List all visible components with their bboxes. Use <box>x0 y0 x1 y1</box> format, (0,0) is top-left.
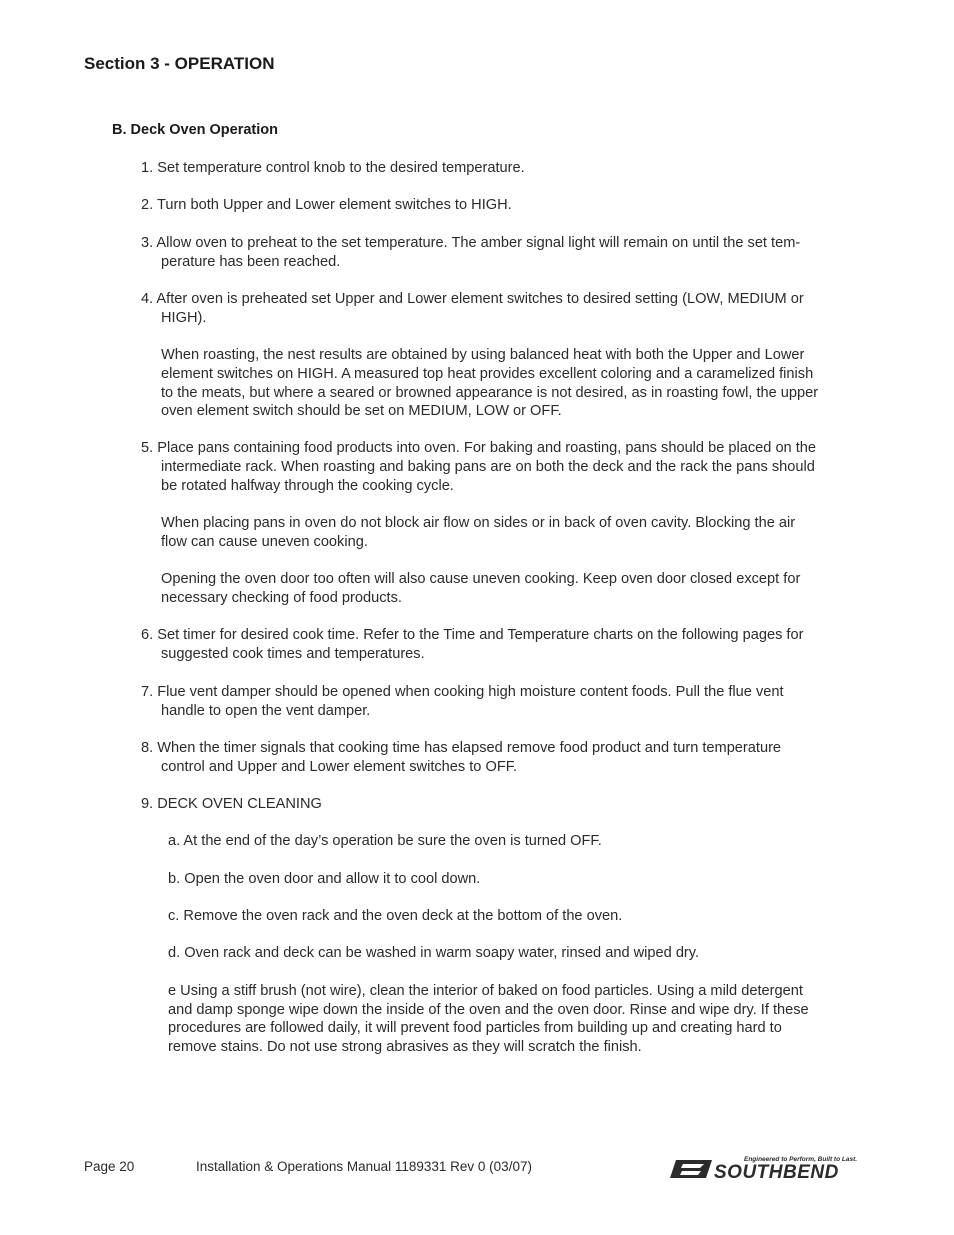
step-5-note-line-1: When placing pans in oven do not block air flow on sides or in back of oven cavity. Blocking the air <box>161 515 796 531</box>
step-4-line-2: HIGH). <box>161 310 207 326</box>
southbend-logo <box>670 1156 870 1182</box>
page-number: Page 20 <box>84 1159 135 1174</box>
step-8-line-2: control and Upper and Lower element switches to OFF. <box>161 759 518 775</box>
step-4-note-line-4: oven element switch should be set on MEDIUM, LOW or OFF. <box>161 403 562 419</box>
cleaning-step-e-line-3: procedures are followed daily, it will prevent food particles from building up and creating hard to <box>168 1020 782 1036</box>
cleaning-step-e-line-1: e Using a stiff brush (not wire), clean the interior of baked on food particles. Using a mild detergent <box>168 983 803 999</box>
step-5-note2-line-2: necessary checking of food products. <box>161 590 402 606</box>
subsection-title: B. Deck Oven Operation <box>112 122 278 138</box>
step-1: 1. Set temperature control knob to the desired temperature. <box>141 160 525 176</box>
step-4-note-line-2: element switches on HIGH. A measured top heat provides excellent coloring and a caramelized finish <box>161 366 814 382</box>
step-5-line-3: be rotated halfway through the cooking cycle. <box>161 478 454 494</box>
cleaning-step-c: c. Remove the oven rack and the oven deck at the bottom of the oven. <box>168 908 623 924</box>
step-3-line-1: 3. Allow oven to preheat to the set temperature. The amber signal light will remain on until the set tem- <box>141 235 801 251</box>
step-6-line-2: suggested cook times and temperatures. <box>161 646 425 662</box>
cleaning-step-a: a. At the end of the day’s operation be sure the oven is turned OFF. <box>168 833 602 849</box>
step-7-line-2: handle to open the vent damper. <box>161 703 371 719</box>
cleaning-step-e-line-4: remove stains. Do not use strong abrasives as they will scratch the finish. <box>168 1039 642 1055</box>
cleaning-step-b: b. Open the oven door and allow it to cool down. <box>168 871 481 887</box>
step-2: 2. Turn both Upper and Lower element switches to HIGH. <box>141 197 512 213</box>
step-4-line-1: 4. After oven is preheated set Upper and Lower element switches to desired setting (LOW, MEDIUM or <box>141 291 804 307</box>
manual-reference: Installation & Operations Manual 1189331 Rev 0 (03/07) <box>196 1159 532 1174</box>
step-5-note-line-2: flow can cause uneven cooking. <box>161 534 368 550</box>
cleaning-step-d: d. Oven rack and deck can be washed in warm soapy water, rinsed and wiped dry. <box>168 945 700 961</box>
cleaning-step-e-line-2: and damp sponge wipe down the inside of the oven and the oven door. Rinse and wipe dry. If these <box>168 1002 809 1018</box>
step-5-note2-line-1: Opening the oven door too often will also cause uneven cooking. Keep oven door closed except for <box>161 571 801 587</box>
logo-tagline: Engineered to Perform, Built to Last. <box>744 1156 858 1163</box>
section-title: Section 3 - OPERATION <box>84 54 275 73</box>
logo-brand: SOUTHBEND <box>714 1162 839 1183</box>
step-4-note-line-3: to the meats, but where a seared or browned appearance is not desired, as in roasting fowl, the upper <box>161 385 819 401</box>
step-5-line-1: 5. Place pans containing food products into oven. For baking and roasting, pans should be placed on the <box>141 440 817 456</box>
step-8-line-1: 8. When the timer signals that cooking time has elapsed remove food product and turn temperature <box>141 740 782 756</box>
step-9-title: 9. DECK OVEN CLEANING <box>141 796 322 812</box>
step-6-line-1: 6. Set timer for desired cook time. Refer to the Time and Temperature charts on the following pages for <box>141 627 804 643</box>
step-3-line-2: perature has been reached. <box>161 254 341 270</box>
step-4-note-line-1: When roasting, the nest results are obtained by using balanced heat with both the Upper and Lower <box>161 347 805 363</box>
step-5-line-2: intermediate rack. When roasting and baking pans are on both the deck and the rack the pans should <box>161 459 815 475</box>
step-7-line-1: 7. Flue vent damper should be opened when cooking high moisture content foods. Pull the flue vent <box>141 684 784 700</box>
